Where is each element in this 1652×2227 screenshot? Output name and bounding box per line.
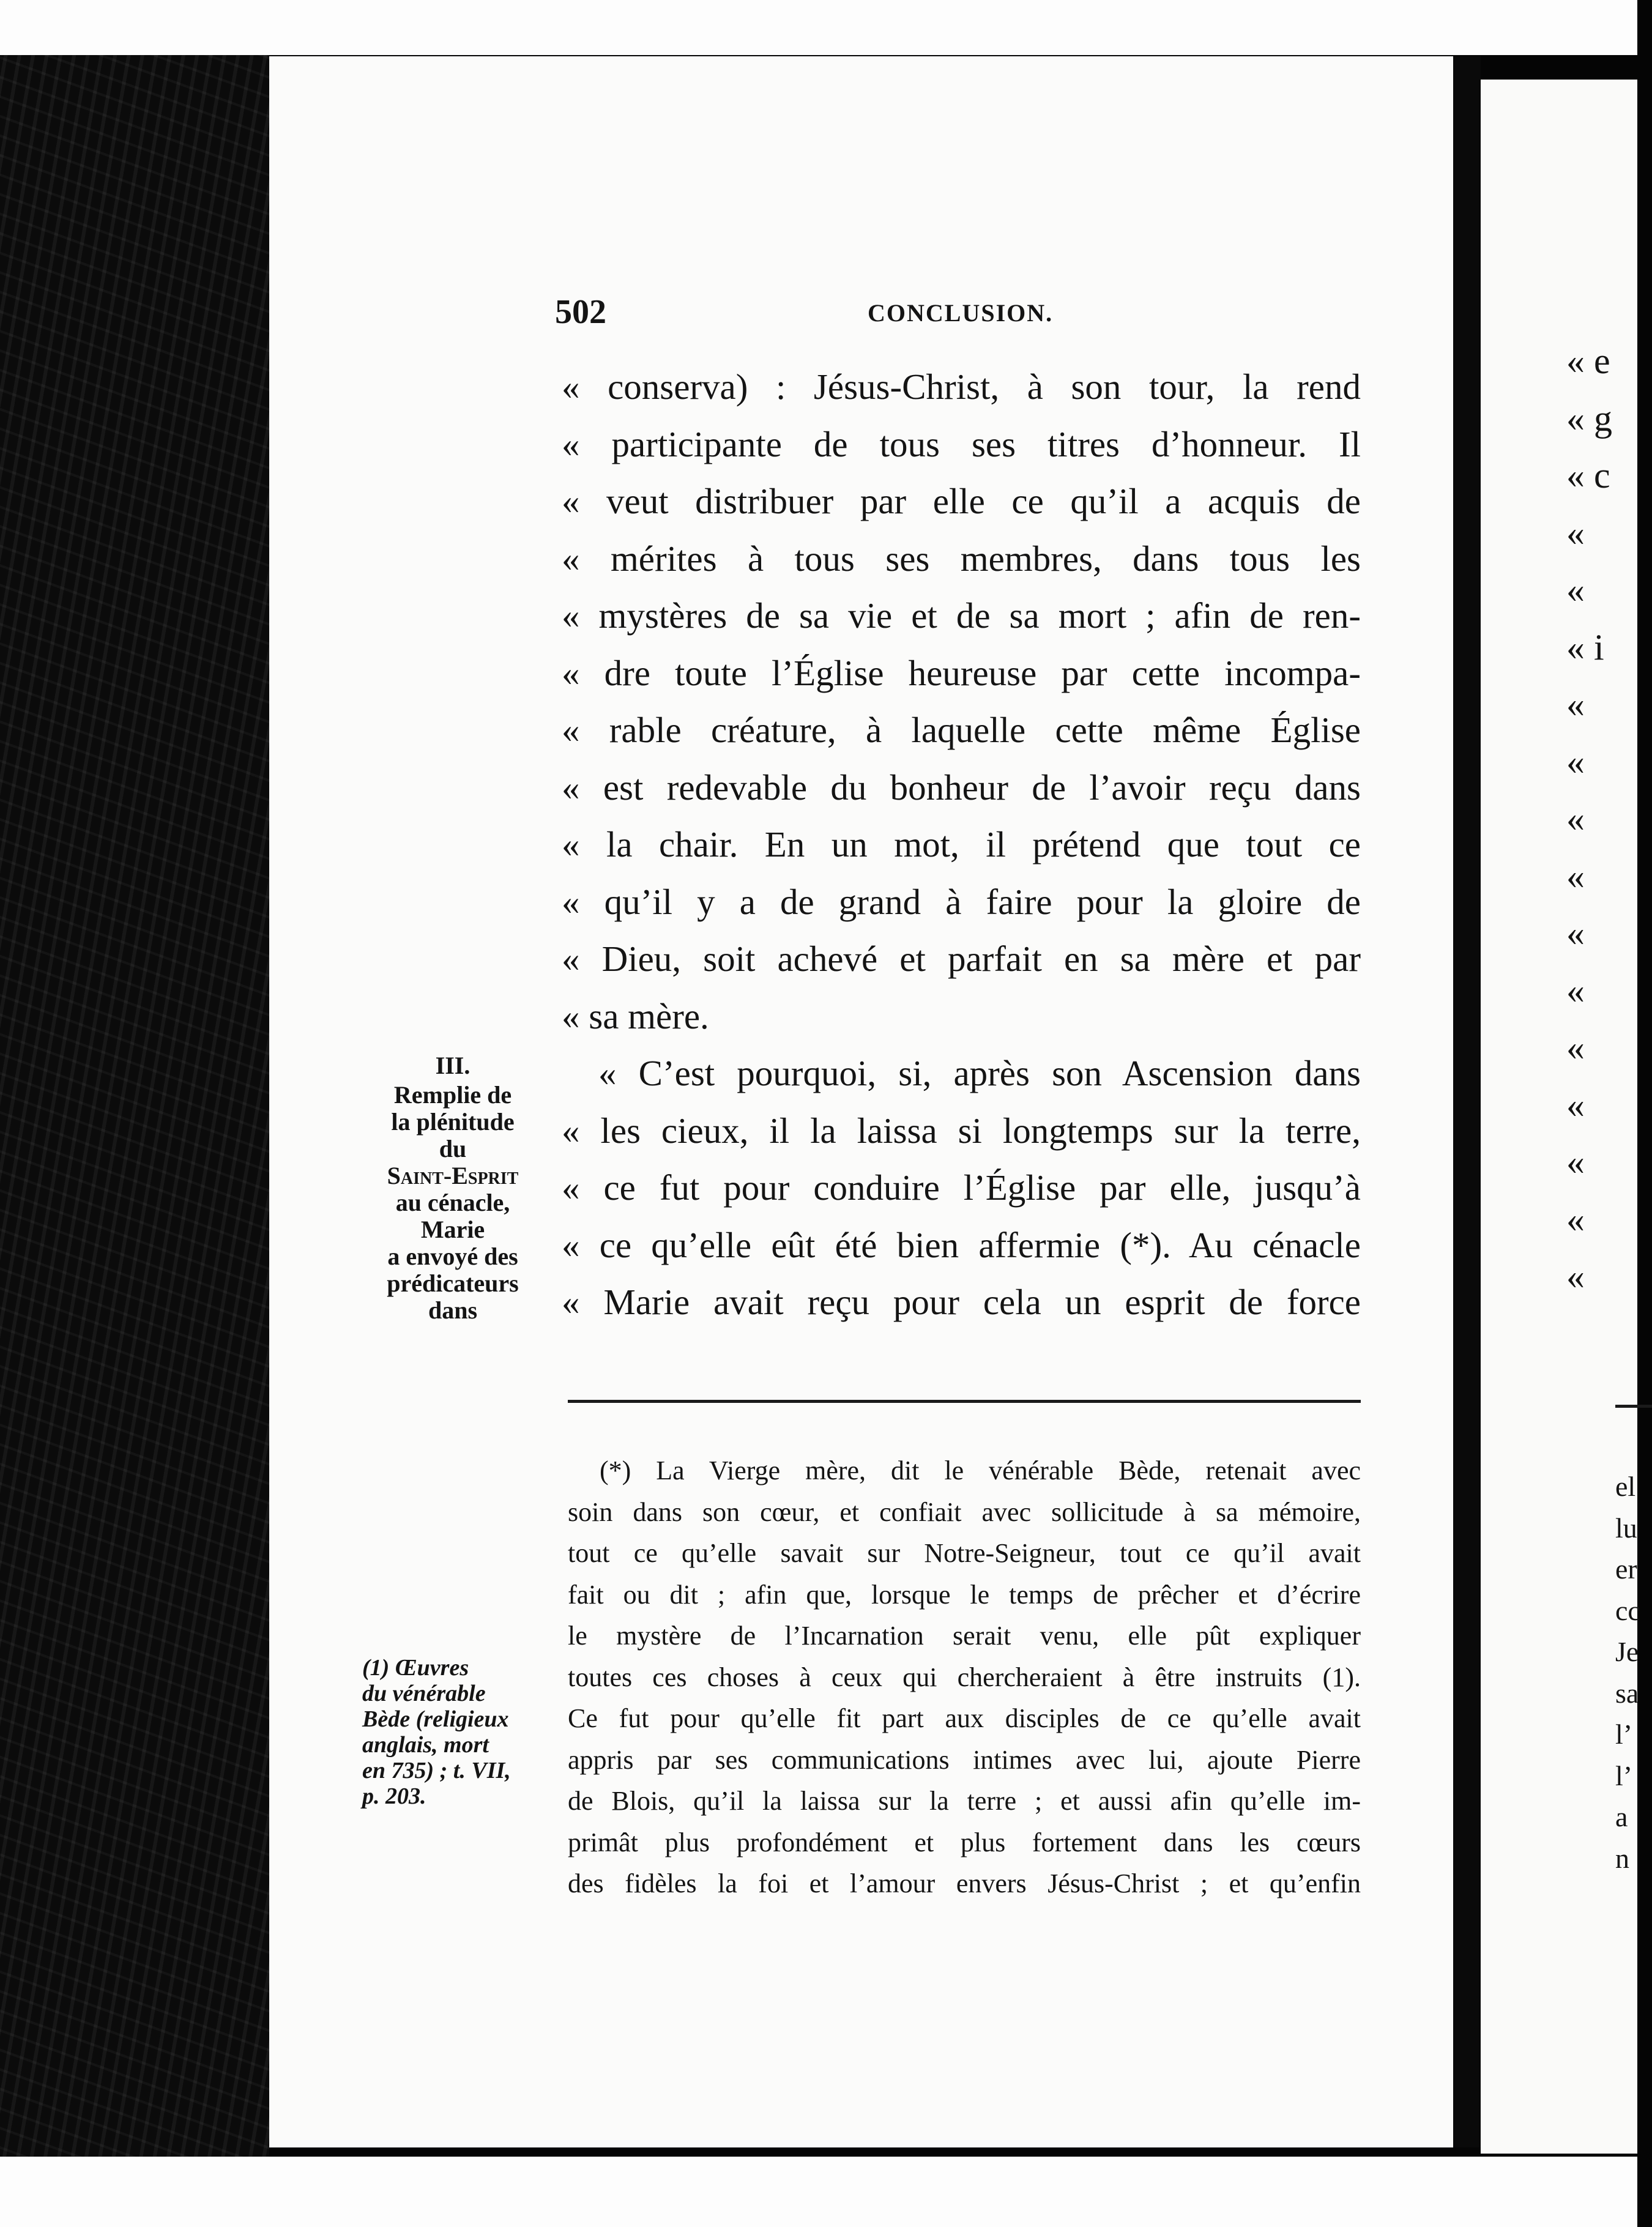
scan-border-bottom: [0, 2157, 1637, 2227]
footnote-line: appris par ses communications intimes avec lui, ajoute Pierre: [568, 1744, 1361, 1775]
footnote-line: le mystère de l’Incarnation serait venu, elle pût expliquer: [568, 1621, 1361, 1651]
footnote-line: (*) La Vierge mère, dit le vénérable Bède, retenait avec: [600, 1456, 1361, 1485]
footnote-line: de Blois, qu’il la laissa sur la terre ; et aussi afin qu’elle im-: [568, 1786, 1361, 1816]
facing-text-fragment: «: [1566, 1142, 1585, 1182]
footnote-line: toutes ces choses à ceux qui chercheraient à être instruits (1).: [568, 1662, 1361, 1692]
facing-footnote-fragment: a: [1615, 1801, 1628, 1832]
facing-text-fragment: «: [1566, 1084, 1585, 1125]
margin-line: prédicateurs: [387, 1270, 519, 1297]
page-number: 502: [555, 293, 606, 331]
facing-footnote-fragment: lu: [1615, 1512, 1637, 1544]
footnote-line: soin dans son cœur, et confiait avec sollicitude à sa mémoire,: [568, 1496, 1361, 1527]
facing-footnote-fragment: cc: [1615, 1594, 1640, 1626]
reference-line: en 735) ; t. VII,: [362, 1758, 511, 1783]
facing-page-fragment: [1481, 80, 1640, 2154]
margin-line: du: [439, 1135, 467, 1162]
reference-line: p. 203.: [362, 1783, 426, 1809]
facing-footnote-fragment: n: [1615, 1842, 1629, 1874]
footnote-line: primât plus profondément et plus fortement dans les cœurs: [568, 1827, 1361, 1857]
scan-border-top: [0, 0, 1637, 55]
reference-line: anglais, mort: [362, 1732, 489, 1758]
text-line: « mérites à tous ses membres, dans tous les: [562, 538, 1361, 579]
text-line: « ce fut pour conduire l’Église par elle, jusqu’à: [562, 1167, 1361, 1208]
footnote-line: tout ce qu’elle savait sur Notre-Seigneur, tout ce qu’il avait: [568, 1538, 1361, 1568]
text-line: « les cieux, il la laissa si longtemps sur la terre,: [562, 1110, 1361, 1151]
facing-text-fragment: «: [1566, 741, 1585, 782]
facing-text-fragment: « c: [1566, 455, 1610, 496]
facing-text-fragment: « i: [1566, 626, 1604, 667]
margin-line: dans: [428, 1296, 478, 1324]
margin-line: Marie: [420, 1216, 485, 1243]
footnote: [568, 1450, 1361, 1905]
text-line: « qu’il y a de grand à faire pour la gloire de: [562, 881, 1361, 922]
facing-footnote-fragment: l’: [1615, 1719, 1633, 1750]
facing-footnote-fragment: sa: [1615, 1677, 1639, 1709]
margin-line: a envoyé des: [387, 1243, 518, 1270]
text-line: « sa mère.: [562, 995, 709, 1036]
reference-line: Bède (religieux: [362, 1706, 509, 1732]
main-text: [562, 359, 1361, 1331]
text-line: « est redevable du bonheur de l’avoir reçu dans: [562, 767, 1361, 808]
scan-border-left: [0, 0, 269, 2227]
footnote-line: Ce fut pour qu’elle fit part aux disciples de ce qu’elle avait: [568, 1703, 1361, 1733]
facing-text-fragment: « g: [1566, 398, 1612, 439]
margin-line: Remplie de: [393, 1081, 512, 1109]
running-title: CONCLUSION.: [868, 299, 1054, 327]
facing-footnote-separator: [1615, 1405, 1652, 1408]
book-gutter: [1453, 56, 1481, 2147]
facing-footnote-fragment: Je: [1615, 1636, 1639, 1667]
section-number: III.: [435, 1052, 471, 1079]
text-line: « participante de tous ses titres d’honneur. Il: [562, 423, 1361, 464]
margin-line: Saint-Esprit: [387, 1162, 519, 1189]
text-line: « C’est pourquoi, si, après son Ascension dans: [598, 1053, 1361, 1093]
text-line: « conserva) : Jésus-Christ, à son tour, la rend: [562, 366, 1361, 407]
text-line: « mystères de sa vie et de sa mort ; afin de ren-: [562, 595, 1361, 636]
facing-text-fragment: «: [1566, 1256, 1585, 1296]
facing-text-fragment: « e: [1566, 341, 1610, 381]
facing-text-fragment: «: [1566, 913, 1585, 953]
text-line: « la chair. En un mot, il prétend que tout ce: [562, 824, 1361, 864]
margin-summary: [361, 1052, 545, 1324]
side-reference: [362, 1655, 546, 1809]
footnote-line: fait ou dit ; afin que, lorsque le temps de prêcher et d’écrire: [568, 1579, 1361, 1610]
margin-line: au cénacle,: [395, 1189, 510, 1216]
footnote-line: des fidèles la foi et l’amour envers Jésus-Christ ; et qu’enfin: [568, 1868, 1361, 1898]
facing-footnote-fragment: el: [1615, 1471, 1636, 1502]
facing-text-fragment: «: [1566, 684, 1585, 724]
text-line: « rable créature, à laquelle cette même Église: [562, 710, 1361, 750]
facing-footnote-fragment: l’: [1615, 1760, 1633, 1791]
footnote-separator: [568, 1400, 1361, 1403]
text-line: « veut distribuer par elle ce qu’il a acquis de: [562, 481, 1361, 521]
text-line: « Dieu, soit achevé et parfait en sa mère et par: [562, 939, 1361, 979]
facing-text-fragment: «: [1566, 1027, 1585, 1068]
margin-line: la plénitude: [391, 1108, 515, 1136]
facing-text-fragment: «: [1566, 512, 1585, 553]
text-line: « Marie avait reçu pour cela un esprit de force: [562, 1282, 1361, 1322]
facing-text-fragment: «: [1566, 570, 1585, 610]
facing-text-fragment: «: [1566, 855, 1585, 896]
reference-line: du vénérable: [362, 1681, 486, 1706]
facing-text-fragment: «: [1566, 1199, 1585, 1240]
facing-text-fragment: «: [1566, 970, 1585, 1011]
reference-line: (1) Œuvres: [362, 1655, 469, 1681]
facing-text-fragment: «: [1566, 798, 1585, 839]
text-line: « ce qu’elle eût été bien affermie (*). Au cénacle: [562, 1224, 1361, 1265]
text-line: « dre toute l’Église heureuse par cette incompa-: [562, 652, 1361, 693]
facing-footnote-fragment: er: [1615, 1553, 1637, 1585]
